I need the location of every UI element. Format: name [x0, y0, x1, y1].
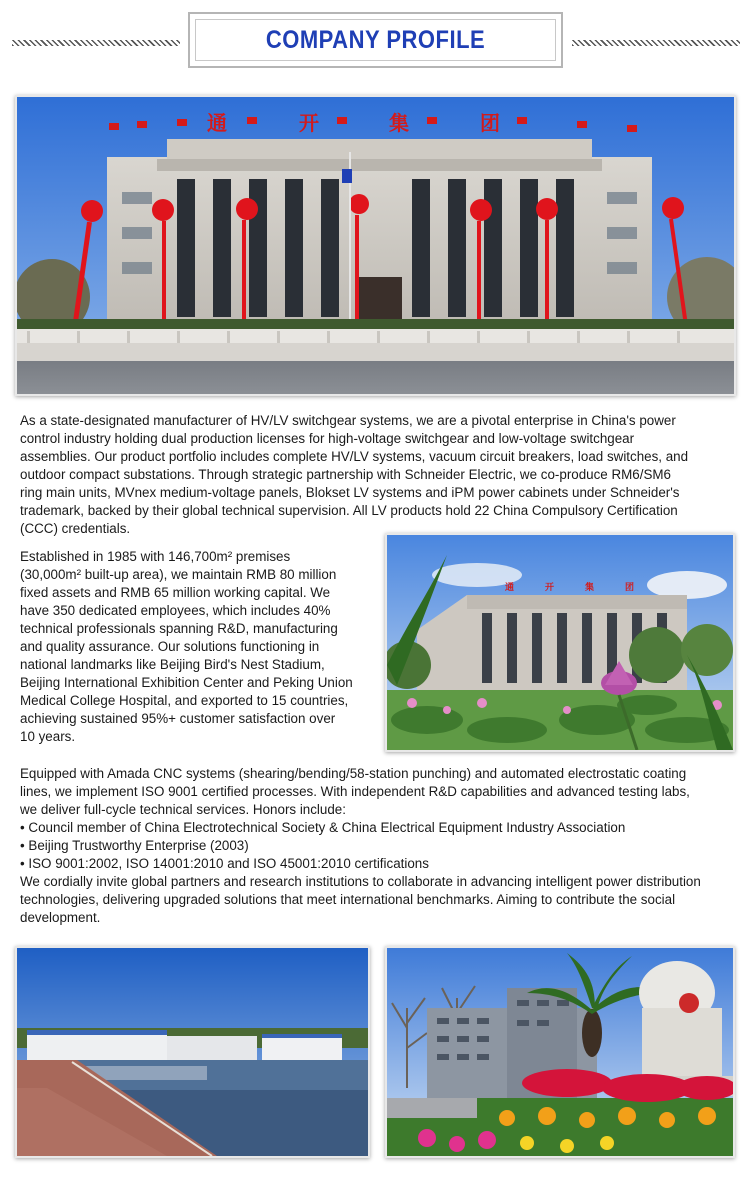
text-line: have 350 dedicated employees, which includes 40%	[20, 603, 331, 618]
text-line: 10 years.	[20, 729, 76, 744]
intro-paragraph	[20, 412, 688, 538]
side-sign-char: 通	[505, 583, 515, 593]
text-line: we deliver full-cycle technical services. Honors include:	[20, 802, 346, 817]
text-line: development.	[20, 910, 101, 925]
side-sign-char: 集	[585, 583, 595, 593]
text-line: Equipped with Amada CNC systems (shearing/bending/58-station punching) and automated electrostatic coating	[20, 766, 687, 781]
headquarters-photo	[15, 95, 736, 396]
text-line: assemblies. Our product portfolio includes complete HV/LV systems, vacuum circuit breakers, load switches, and	[20, 449, 689, 464]
text-line: (CCC) credentials.	[20, 521, 131, 536]
text-line: technologies, delivering upgraded solutions that meet international benchmarks. Aiming to contribute the social	[20, 892, 676, 907]
factory-pond-photo	[15, 946, 370, 1158]
honor-item: • ISO 9001:2002, ISO 14001:2010 and ISO 45001:2010 certifications	[20, 856, 429, 871]
text-line: Medical College Hospital, and exported to 15 countries,	[20, 693, 349, 708]
text-line: outdoor compact substations. Through strategic partnership with Schneider Electric, we co-produce RM6/SM6	[20, 467, 672, 482]
text-line: (30,000m² built-up area), we maintain RMB 80 million	[20, 567, 337, 582]
text-line: fixed assets and RMB 65 million working capital. We	[20, 585, 331, 600]
text-line: We cordially invite global partners and research institutions to collaborate in advancing intelligent power distribution	[20, 874, 701, 889]
established-paragraph	[20, 548, 353, 746]
title-frame	[188, 12, 563, 68]
text-line: control industry holding dual production licenses for high-voltage switchgear and low-voltage switchgear	[20, 431, 635, 446]
text-line: As a state-designated manufacturer of HV/LV switchgear systems, we are a pivotal enterprise in China's power	[20, 413, 676, 428]
equipment-paragraph	[20, 765, 701, 927]
text-line: lines, we implement ISO 9001 certified processes. With independent R&D capabilities and advanced testing labs,	[20, 784, 690, 799]
side-sign-char: 团	[625, 583, 635, 593]
text-line: achieving sustained 95%+ customer satisfaction over	[20, 711, 336, 726]
text-line: and quality assurance. Our solutions functioning in	[20, 639, 320, 654]
header-decor-left	[12, 40, 180, 46]
building-lotus-photo	[385, 533, 735, 752]
office-garden-photo	[385, 946, 735, 1158]
honor-item: • Council member of China Electrotechnical Society & China Electrical Equipment Industry Association	[20, 820, 626, 835]
hero-sign-char: 通	[207, 111, 227, 135]
hero-sign-char: 团	[480, 111, 500, 135]
side-sign-char: 开	[545, 583, 555, 593]
header-decor-right	[572, 40, 740, 46]
text-line: ring main units, MVnex medium-voltage panels, Blokset LV systems and iPM power cabinets under Schneider's	[20, 485, 680, 500]
text-line: Beijing International Exhibition Center and Peking Union	[20, 675, 353, 690]
title-inner-frame	[195, 19, 556, 61]
hero-sign-char: 开	[299, 111, 319, 135]
honor-item: • Beijing Trustworthy Enterprise (2003)	[20, 838, 249, 853]
text-line: national landmarks like Beijing Bird's Nest Stadium,	[20, 657, 325, 672]
hero-sign-char: 集	[389, 111, 409, 135]
text-line: trademark, backed by their global technical supervision. All LV products hold 22 China Compulsory Certification	[20, 503, 678, 518]
page-title: COMPANY PROFILE	[265, 25, 486, 54]
text-line: Established in 1985 with 146,700m² premises	[20, 549, 291, 564]
text-line: technical professionals spanning R&D, manufacturing	[20, 621, 338, 636]
